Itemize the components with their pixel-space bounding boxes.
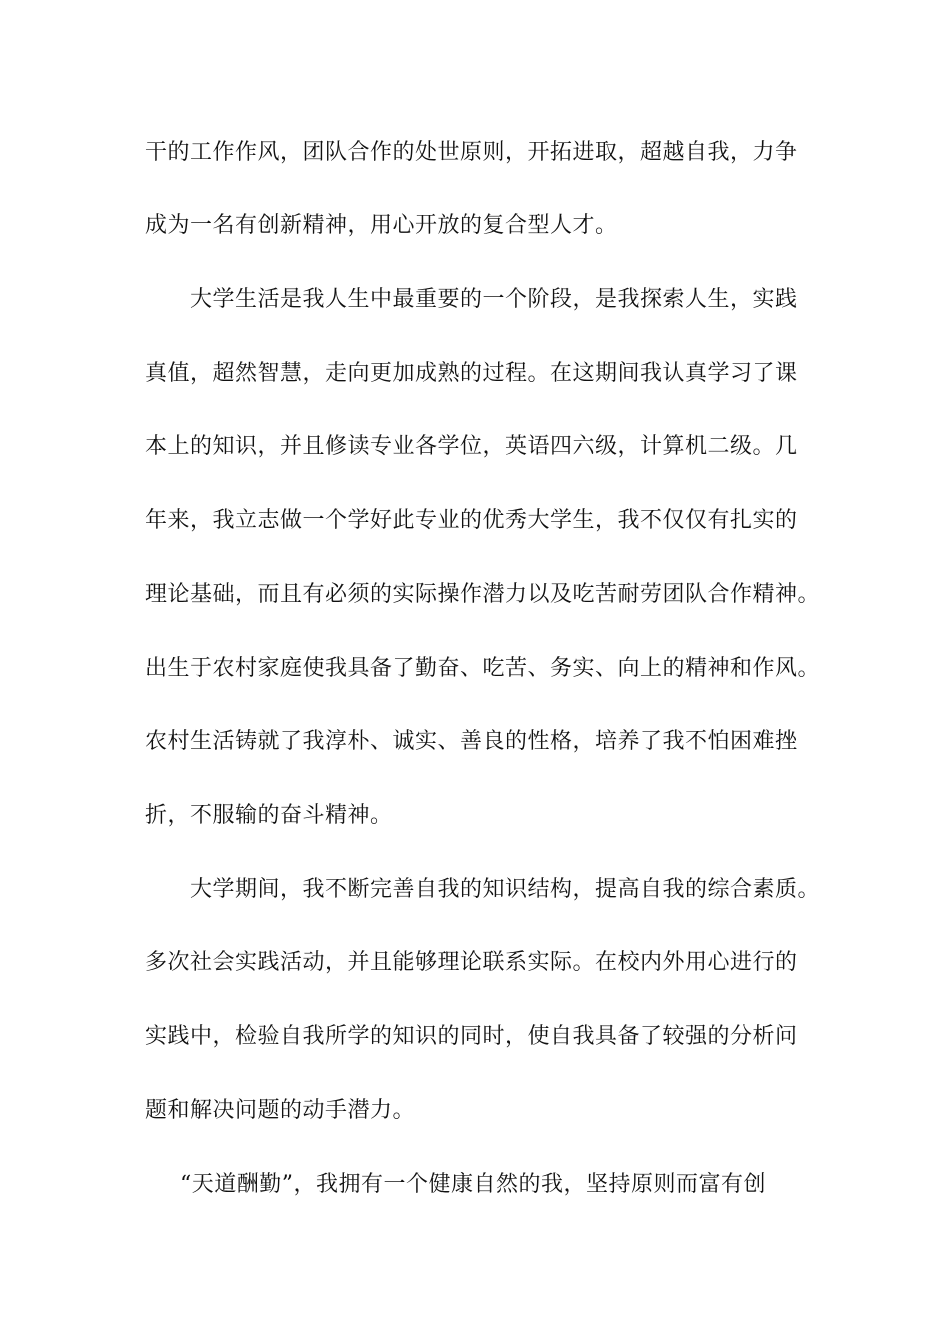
text-line: 出生于农村家庭使我具备了勤奋、吃苦、务实、向上的精神和作风。 — [145, 656, 821, 681]
text-line: 干的工作作风，团队合作的处世原则，开拓进取，超越自我，力争 — [145, 140, 798, 165]
paragraph-first-line: “天道酬勤”，我拥有一个健康自然的我，坚持原则而富有创 — [180, 1172, 766, 1197]
paragraph-first-line: 大学生活是我人生中最重要的一个阶段，是我探索人生，实践 — [190, 287, 798, 312]
text-line: 本上的知识，并且修读专业各学位，英语四六级，计算机二级。几 — [145, 434, 798, 459]
text-line: 折，不服输的奋斗精神。 — [145, 803, 393, 828]
text-line: 真值，超然智慧，走向更加成熟的过程。在这期间我认真学习了课 — [145, 361, 798, 386]
text-line: 实践中，检验自我所学的知识的同时，使自我具备了较强的分析问 — [145, 1024, 798, 1049]
text-line: 成为一名有创新精神，用心开放的复合型人才。 — [145, 213, 618, 238]
text-line: 年来，我立志做一个学好此专业的优秀大学生，我不仅仅有扎实的 — [145, 508, 798, 533]
text-line: 理论基础，而且有必须的实际操作潜力以及吃苦耐劳团队合作精神。 — [145, 582, 821, 607]
text-line: 农村生活铸就了我淳朴、诚实、善良的性格，培养了我不怕困难挫 — [145, 729, 798, 754]
text-line: 题和解决问题的动手潜力。 — [145, 1098, 416, 1123]
paragraph-first-line: 大学期间，我不断完善自我的知识结构，提高自我的综合素质。 — [190, 877, 821, 902]
text-line: 多次社会实践活动，并且能够理论联系实际。在校内外用心进行的 — [145, 950, 798, 975]
